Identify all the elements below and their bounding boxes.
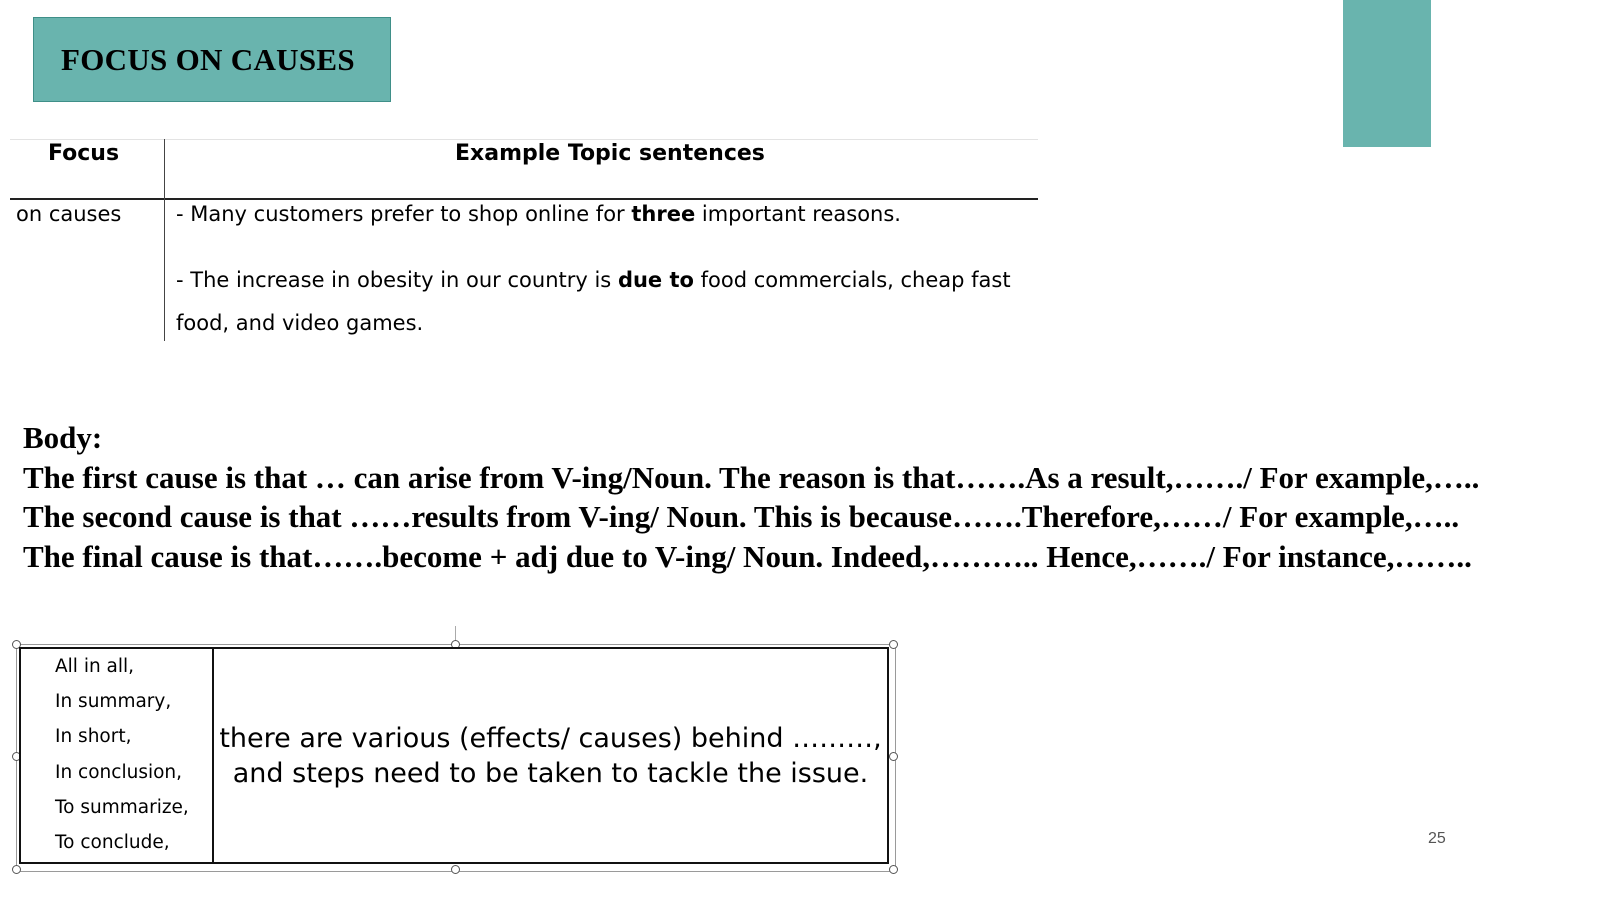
sentence-text: - The increase in obesity in our country is: [176, 268, 618, 292]
sentence-text: important reasons.: [695, 202, 901, 226]
sentence-text: - Many customers prefer to shop online for: [176, 202, 632, 226]
conclusion-phrase: In short,: [55, 726, 132, 748]
resize-handle-top-right[interactable]: [889, 640, 898, 649]
example-sentence-2: [176, 259, 1036, 345]
body-section: [23, 418, 1593, 576]
body-line-first-cause: The first cause is that … can arise from V-ing/Noun. The reason is that…….As a result,……./ For example,…..: [23, 459, 1480, 495]
slide-title: FOCUS ON CAUSES: [33, 17, 391, 102]
conclusion-phrase: In summary,: [55, 691, 172, 713]
resize-handle-bottom-left[interactable]: [12, 865, 21, 874]
header-example-topic-sentences: Example Topic sentences: [455, 141, 765, 166]
conclusion-sentence: [214, 649, 887, 862]
conclusion-phrase: To summarize,: [55, 796, 189, 818]
page-number: 25: [1428, 830, 1446, 847]
sentence-emphasis: due to: [617, 268, 694, 292]
conclusion-phrase: All in all,: [55, 656, 135, 677]
conclusion-table[interactable]: [19, 647, 889, 864]
body-line-second-cause: The second cause is that ……results from V-ing/ Noun. This is because…….Therefore,……/ For example,…..: [23, 499, 1460, 534]
focus-cell: on causes: [16, 202, 122, 226]
resize-handle-bottom-right[interactable]: [889, 865, 898, 874]
header-focus: Focus: [48, 141, 120, 166]
conclusion-phrase: To conclude,: [55, 832, 170, 854]
body-heading: Body:: [23, 420, 103, 455]
resize-handle-middle-right[interactable]: [889, 752, 898, 761]
resize-handle-bottom-center[interactable]: [451, 865, 460, 874]
table-column-divider: [164, 139, 165, 341]
sentence-text: food commercials, cheap fast food, and video games.: [176, 268, 1011, 335]
focus-table: [10, 139, 1038, 341]
example-sentence-1: [176, 202, 901, 226]
conclusion-phrases-list: [55, 649, 189, 860]
sentence-emphasis: three: [631, 202, 696, 226]
accent-bar: [1343, 0, 1431, 147]
conclusion-sentence-text: there are various (effects/ causes) behind ………, and steps need to be taken to tackle the issue.: [219, 722, 882, 789]
body-line-final-cause: The final cause is that…….become + adj due to V-ing/ Noun. Indeed,……….. Hence,……./ For instance,……..: [23, 538, 1472, 574]
conclusion-phrase: In conclusion,: [55, 761, 183, 783]
